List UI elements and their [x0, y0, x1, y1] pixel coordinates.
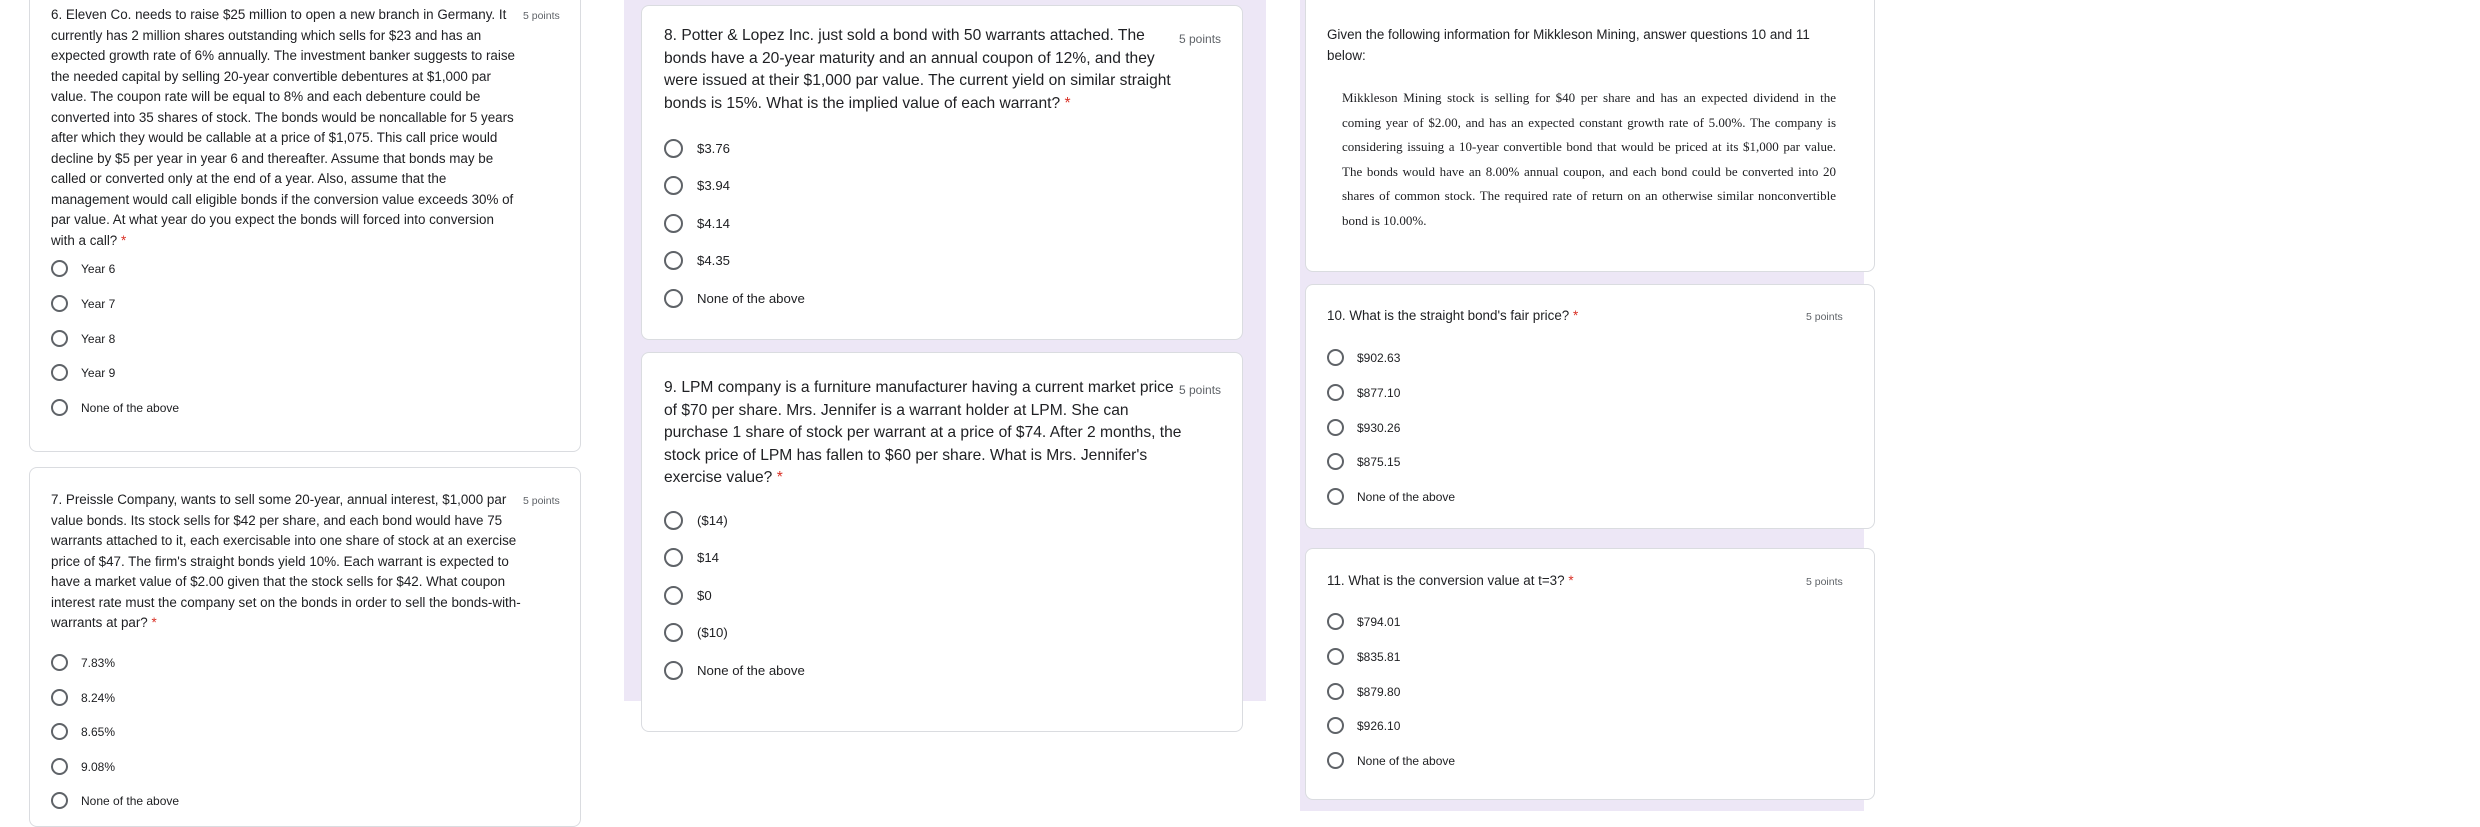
radio-button[interactable]	[664, 586, 683, 605]
question-7-card	[29, 467, 581, 827]
radio-button[interactable]	[1327, 683, 1344, 700]
option-14[interactable]: $14	[664, 548, 719, 567]
option-none-of-the-above[interactable]: None of the above	[1327, 488, 1455, 505]
option-negative-14[interactable]: ($14)	[664, 511, 728, 530]
radio-button[interactable]	[51, 654, 68, 671]
radio-button[interactable]	[664, 139, 683, 158]
radio-button[interactable]	[51, 758, 68, 775]
option-902-63[interactable]: $902.63	[1327, 349, 1400, 366]
form-column-left	[0, 0, 604, 811]
option-3-94[interactable]: $3.94	[664, 176, 730, 195]
required-marker: *	[120, 232, 127, 248]
question-9-card	[641, 352, 1243, 732]
radio-button[interactable]	[51, 330, 68, 347]
radio-button[interactable]	[664, 251, 683, 270]
question-8-points: 5 points	[1179, 32, 1222, 46]
option-879-80[interactable]: $879.80	[1327, 683, 1400, 700]
form-column-middle	[624, 0, 1266, 701]
required-marker: *	[1572, 308, 1579, 323]
radio-button[interactable]	[1327, 613, 1344, 630]
question-10-card	[1305, 284, 1875, 529]
radio-button[interactable]	[51, 723, 68, 740]
question-6-text: 6. Eleven Co. needs to raise $25 million to open a new branch in Germany. It currently has 2 million shares outstanding which sells for $23 and has an expected growth rate of 6% annually. The investment banker suggests to raise the needed capital by selling 20-year convertible debentures at $1,000 par value. The coupon rate will be equal to 8% and each debenture could be converted into 35 shares of stock. The bonds would be noncallable for 5 years after which they would be callable at a price of $1,075. This call price would decline by $5 per year in year 6 and thereafter. Assume that bonds may be called or converted only at the end of a year. Also, assume that the management would call eligible bonds if the conversion value exceeds 30% of par value. At what year do you expect the bonds will forced into conversion with a call? *	[51, 7, 515, 248]
option-8-65[interactable]: 8.65%	[51, 723, 115, 740]
option-9-08[interactable]: 9.08%	[51, 758, 115, 775]
option-794-01[interactable]: $794.01	[1327, 613, 1400, 630]
radio-button[interactable]	[664, 214, 683, 233]
required-marker: *	[1568, 573, 1574, 588]
option-none-of-the-above[interactable]: None of the above	[51, 399, 179, 416]
option-negative-10[interactable]: ($10)	[664, 623, 728, 642]
radio-button[interactable]	[51, 399, 68, 416]
radio-button[interactable]	[1327, 453, 1344, 470]
option-3-76[interactable]: $3.76	[664, 139, 730, 158]
option-7-83[interactable]: 7.83%	[51, 654, 115, 671]
question-9-text: 9. LPM company is a furniture manufacturer having a current market price of $70 per share. Mrs. Jennifer is a warrant holder at LPM. She can purchase 1 share of stock per warrant at a price of $74. After 2 months, the stock price of LPM has fallen to $60 per share. What is Mrs. Jennifer's exercise value? *	[664, 379, 1182, 486]
info-card	[1305, 0, 1875, 272]
radio-button[interactable]	[1327, 488, 1344, 505]
question-7-points: 5 points	[523, 495, 560, 507]
radio-button[interactable]	[51, 792, 68, 809]
option-4-14[interactable]: $4.14	[664, 214, 730, 233]
radio-button[interactable]	[664, 289, 683, 308]
radio-button[interactable]	[664, 661, 683, 680]
radio-button[interactable]	[1327, 384, 1344, 401]
option-year-6[interactable]: Year 6	[51, 260, 115, 277]
option-none-of-the-above[interactable]: None of the above	[51, 792, 179, 809]
option-none-of-the-above[interactable]: None of the above	[664, 661, 805, 680]
question-10-text: 10. What is the straight bond's fair price? *	[1327, 308, 1579, 323]
question-7-text: 7. Preissle Company, wants to sell some 20-year, annual interest, $1,000 par value bonds. Its stock sells for $42 per share, and each bond would have 75 warrants attached to it, each exercisable into one share of stock at an exercise price of $47. The firm's straight bonds yield 10%. Each warrant is expected to have a market value of $2.00 given that the stock sells for $42. What coupon interest rate must the company set on the bonds in order to sell the bonds-with-warrants at par? *	[51, 492, 521, 630]
info-heading: Given the following information for Mikkleson Mining, answer questions 10 and 11 below:	[1327, 27, 1810, 63]
option-none-of-the-above[interactable]: None of the above	[664, 289, 805, 308]
required-marker: *	[151, 615, 157, 630]
question-11-points: 5 points	[1806, 576, 1843, 588]
question-8-card	[641, 5, 1243, 340]
question-11-card	[1305, 548, 1875, 800]
question-6-points: 5 points	[523, 10, 560, 22]
option-8-24[interactable]: 8.24%	[51, 689, 115, 706]
radio-button[interactable]	[1327, 648, 1344, 665]
question-6-card	[29, 0, 581, 452]
question-11-text: 11. What is the conversion value at t=3? *	[1327, 573, 1574, 588]
question-8-text: 8. Potter & Lopez Inc. just sold a bond with 50 warrants attached. The bonds have a 20-year maturity and an annual coupon of 12%, and they were issued at their $1,000 par value. The current yield on similar straight bonds is 15%. What is the implied value of each warrant? *	[664, 27, 1171, 112]
required-marker: *	[776, 469, 783, 486]
info-paragraph: Mikkleson Mining stock is selling for $40 per share and has an expected dividend in the coming year of $2.00, and has an expected constant growth rate of 5.00%. The company is considering issuing a 10-year convertible bond that would be priced at its $1,000 par value. The bonds would have an 8.00% annual coupon, and each bond could be converted into 20 shares of common stock. The required rate of return on an otherwise similar nonconvertible bond is 10.00%.	[1342, 90, 1836, 228]
option-year-7[interactable]: Year 7	[51, 295, 115, 312]
option-930-26[interactable]: $930.26	[1327, 419, 1400, 436]
radio-button[interactable]	[664, 548, 683, 567]
radio-button[interactable]	[1327, 752, 1344, 769]
radio-button[interactable]	[51, 260, 68, 277]
radio-button[interactable]	[664, 511, 683, 530]
radio-button[interactable]	[51, 295, 68, 312]
radio-button[interactable]	[1327, 349, 1344, 366]
radio-button[interactable]	[1327, 717, 1344, 734]
option-none-of-the-above[interactable]: None of the above	[1327, 752, 1455, 769]
option-835-81[interactable]: $835.81	[1327, 648, 1400, 665]
radio-button[interactable]	[664, 623, 683, 642]
option-year-8[interactable]: Year 8	[51, 330, 115, 347]
radio-button[interactable]	[51, 689, 68, 706]
required-marker: *	[1064, 94, 1071, 112]
option-0[interactable]: $0	[664, 586, 712, 605]
question-10-points: 5 points	[1806, 311, 1843, 323]
option-926-10[interactable]: $926.10	[1327, 717, 1400, 734]
option-4-35[interactable]: $4.35	[664, 251, 730, 270]
radio-button[interactable]	[1327, 419, 1344, 436]
question-9-points: 5 points	[1179, 383, 1222, 397]
radio-button[interactable]	[664, 176, 683, 195]
option-year-9[interactable]: Year 9	[51, 364, 115, 381]
radio-button[interactable]	[51, 364, 68, 381]
option-875-15[interactable]: $875.15	[1327, 453, 1400, 470]
form-column-right	[1300, 0, 1864, 811]
option-877-10[interactable]: $877.10	[1327, 384, 1400, 401]
